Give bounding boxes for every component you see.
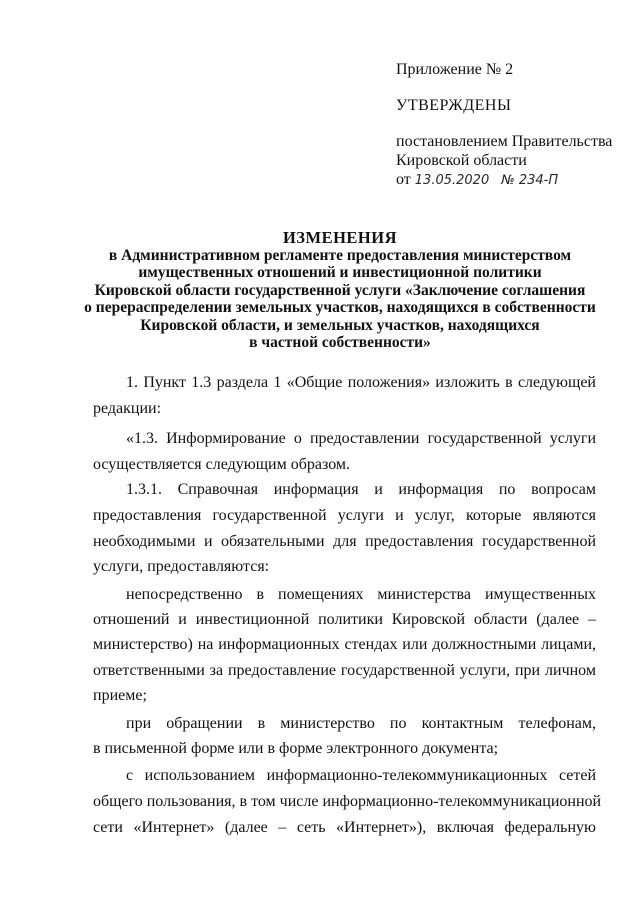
resolution-number: № 234-П	[501, 173, 559, 188]
body-line-12: ответственными за предоставление государственной услуги, при личном	[93, 662, 596, 679]
body-line-13: приеме;	[93, 687, 147, 704]
heading-title: ИЗМЕНЕНИЯ	[282, 228, 398, 247]
heading-line-3: Кировской области государственной услуги «Заключение соглашения	[94, 281, 586, 299]
body-line-2: редакции:	[93, 400, 162, 417]
body-line-8: услуги, предоставляются:	[93, 558, 270, 575]
document-heading	[60, 229, 620, 352]
resolution-line-1: постановлением Правительства	[396, 133, 613, 150]
body-line-10: отношений и инвестиционной политики Кировской области (далее –	[93, 611, 596, 628]
heading-line-4: о перераспределении земельных участков, находящихся в собственности	[84, 299, 596, 316]
body-line-5: 1.3.1. Справочная информация и информация по вопросам	[126, 481, 596, 498]
heading-line-6: в частной собственности»	[249, 334, 431, 351]
body-line-6: предоставления государственной услуги и услуг, которые являются	[93, 507, 596, 524]
heading-line-1: в Административном регламенте предоставления министерством	[108, 246, 572, 264]
body-line-7: необходимыми и обязательными для предоставления государственной	[93, 533, 596, 550]
body-line-17: общего пользования, в том числе информационно-телекоммуникационной	[93, 793, 602, 810]
resolution-line-3	[396, 170, 631, 190]
heading-line-2: имущественных отношений и инвестиционной политики	[138, 264, 542, 281]
resolution-block	[396, 132, 631, 190]
resolution-line-2: Кировской области	[396, 152, 527, 169]
body-line-16: с использованием информационно-телекоммуникационных сетей	[126, 767, 596, 784]
body-line-3: «1.3. Информирование о предоставлении государственной услуги	[126, 430, 596, 447]
approved-label: УТВЕРЖДЕНЫ	[396, 97, 512, 114]
body-line-11: министерство) на информационных стендах или должностными лицами,	[93, 636, 596, 653]
body-line-1: 1. Пункт 1.3 раздела 1 «Общие положения» изложить в следующей	[126, 374, 596, 391]
body-line-14: при обращении в министерство по контактным телефонам,	[126, 715, 596, 732]
body-line-4: осуществляется следующим образом.	[93, 456, 351, 473]
resolution-date: 13.05.2020	[414, 173, 490, 188]
body-line-15: в письменной форме или в форме электронного документа;	[93, 740, 499, 757]
heading-line-5: Кировской области, и земельных участков, находящихся	[140, 316, 540, 334]
appendix-label: Приложение № 2	[396, 61, 514, 78]
body-line-9: непосредственно в помещениях министерства имущественных	[126, 586, 596, 603]
body-line-18: сети «Интернет» (далее – сеть «Интернет»), включая федеральную	[93, 819, 596, 836]
resolution-prefix: от	[396, 171, 411, 188]
